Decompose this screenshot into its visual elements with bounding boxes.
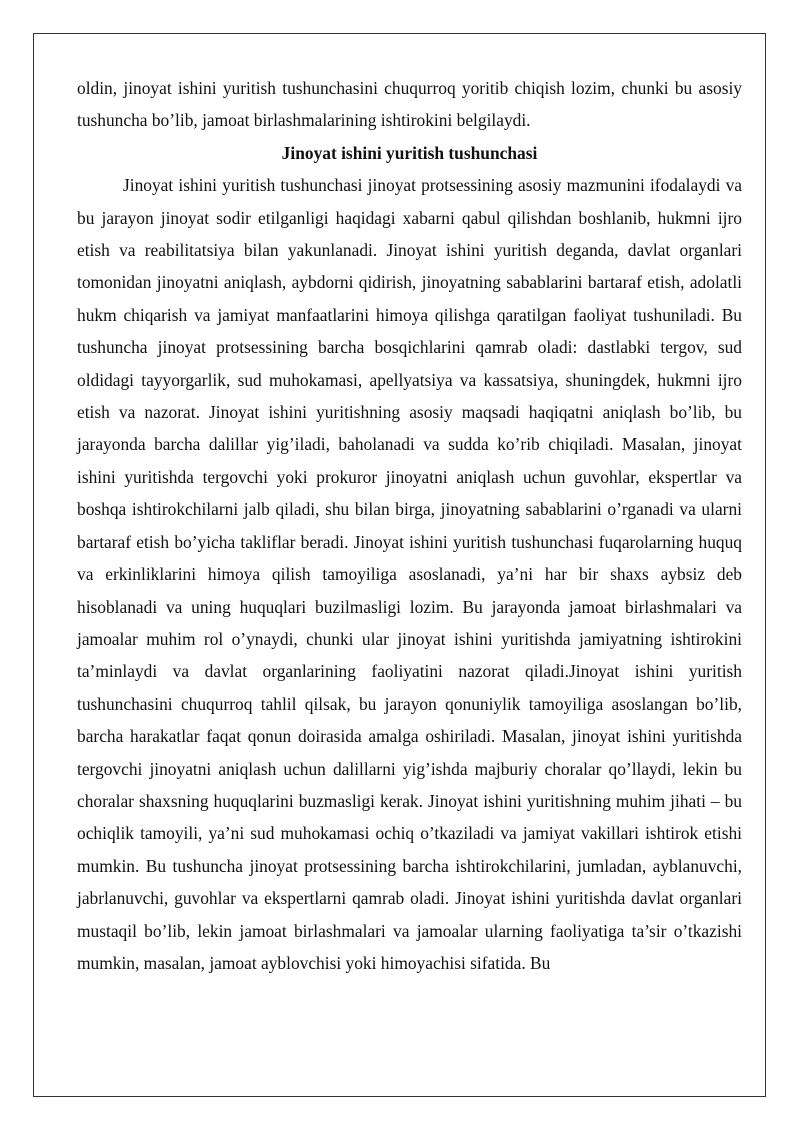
intro-paragraph: oldin, jinoyat ishini yuritish tushunchasini chuqurroq yoritib chiqish lozim, chunki bu asosiy tushuncha bo’lib, jamoat birlashmalarining ishtirokini belgilaydi. — [77, 78, 742, 131]
section-heading: Jinoyat ishini yuritish tushunchasi — [281, 142, 538, 163]
body-paragraph: Jinoyat ishini yuritish tushunchasi jinoyat protsessining asosiy mazmunini ifodalaydi va bu jarayon jinoyat sodir etilganligi haqidagi xabarni qabul qilishdan boshlanib, hukmni ijro etish va reabilitatsiya bilan yakunlanadi. Jinoyat ishini yuritish deganda, davlat organlari tomonidan jinoyatni aniqlash, aybdorni qidirish, jinoyatning sabablarini bartaraf etish, adolatli hukm chiqarish va jamiyat manfaatlarini himoya qilishga qaratilgan faoliyat tushuniladi. Bu tushuncha jinoyat protsessining barcha bosqichlarini qamrab oladi: dastlabki tergov, sud oldidagi tayyorgarlik, sud muhokamasi, apellyatsiya va kassatsiya, shuningdek, hukmni ijro etish va nazorat. Jinoyat ishini yuritishning asosiy maqsadi haqiqatni aniqlash bo’lib, bu jarayonda barcha dalillar yig’iladi, baholanadi va sudda ko’rib chiqiladi. Masalan, jinoyat ishini yuritishda tergovchi yoki prokuror jinoyatni aniqlash uchun guvohlar, ekspertlar va boshqa ishtirokchilarni jalb qiladi, shu bilan birga, jinoyatning sabablarini o’rganadi va ularni bartaraf etish bo’yicha takliflar beradi. Jinoyat ishini yuritish tushunchasi fuqarolarning huquq va erkinliklarini himoya qilish tamoyiliga asoslanadi, ya’ni har bir shaxs aybsiz deb hisoblanadi va uning huquqlari buzilmasligi lozim. Bu jarayonda jamoat birlashmalari va jamoalar muhim rol o’ynaydi, chunki ular jinoyat ishini yuritishda jamiyatning ishtirokini ta’minlaydi va davlat organlarining faoliyatini nazorat qiladi.Jinoyat ishini yuritish tushunchasini chuqurroq tahlil qilsak, bu jarayon qonuniylik tamoyiliga asoslangan bo’lib, barcha harakatlar faqat qonun doirasida amalga oshiriladi. Masalan, jinoyat ishini yuritishda tergovchi jinoyatni aniqlash uchun dalillarni yig’ishda majburiy choralar qo’llaydi, lekin bu choralar shaxsning huquqlarini buzmasligi kerak. Jinoyat ishini yuritishning muhim jihati – bu ochiqlik tamoyili, ya’ni sud muhokamasi ochiq o’tkaziladi va jamiyat vakillari ishtirok etishi mumkin. Bu tushuncha jinoyat protsessining barcha ishtirokchilarini, jumladan, ayblanuvchi, jabrlanuvchi, guvohlar va ekspertlarni qamrab oladi. Jinoyat ishini yuritishda davlat organlari mustaqil bo’lib, lekin jamoat birlashmalari va jamoalar ularning faoliyatiga ta’sir o’tkazishi mumkin, masalan, jamoat ayblovchisi yoki himoyachisi sifatida. Bu — [77, 175, 742, 973]
document-body — [77, 72, 742, 979]
